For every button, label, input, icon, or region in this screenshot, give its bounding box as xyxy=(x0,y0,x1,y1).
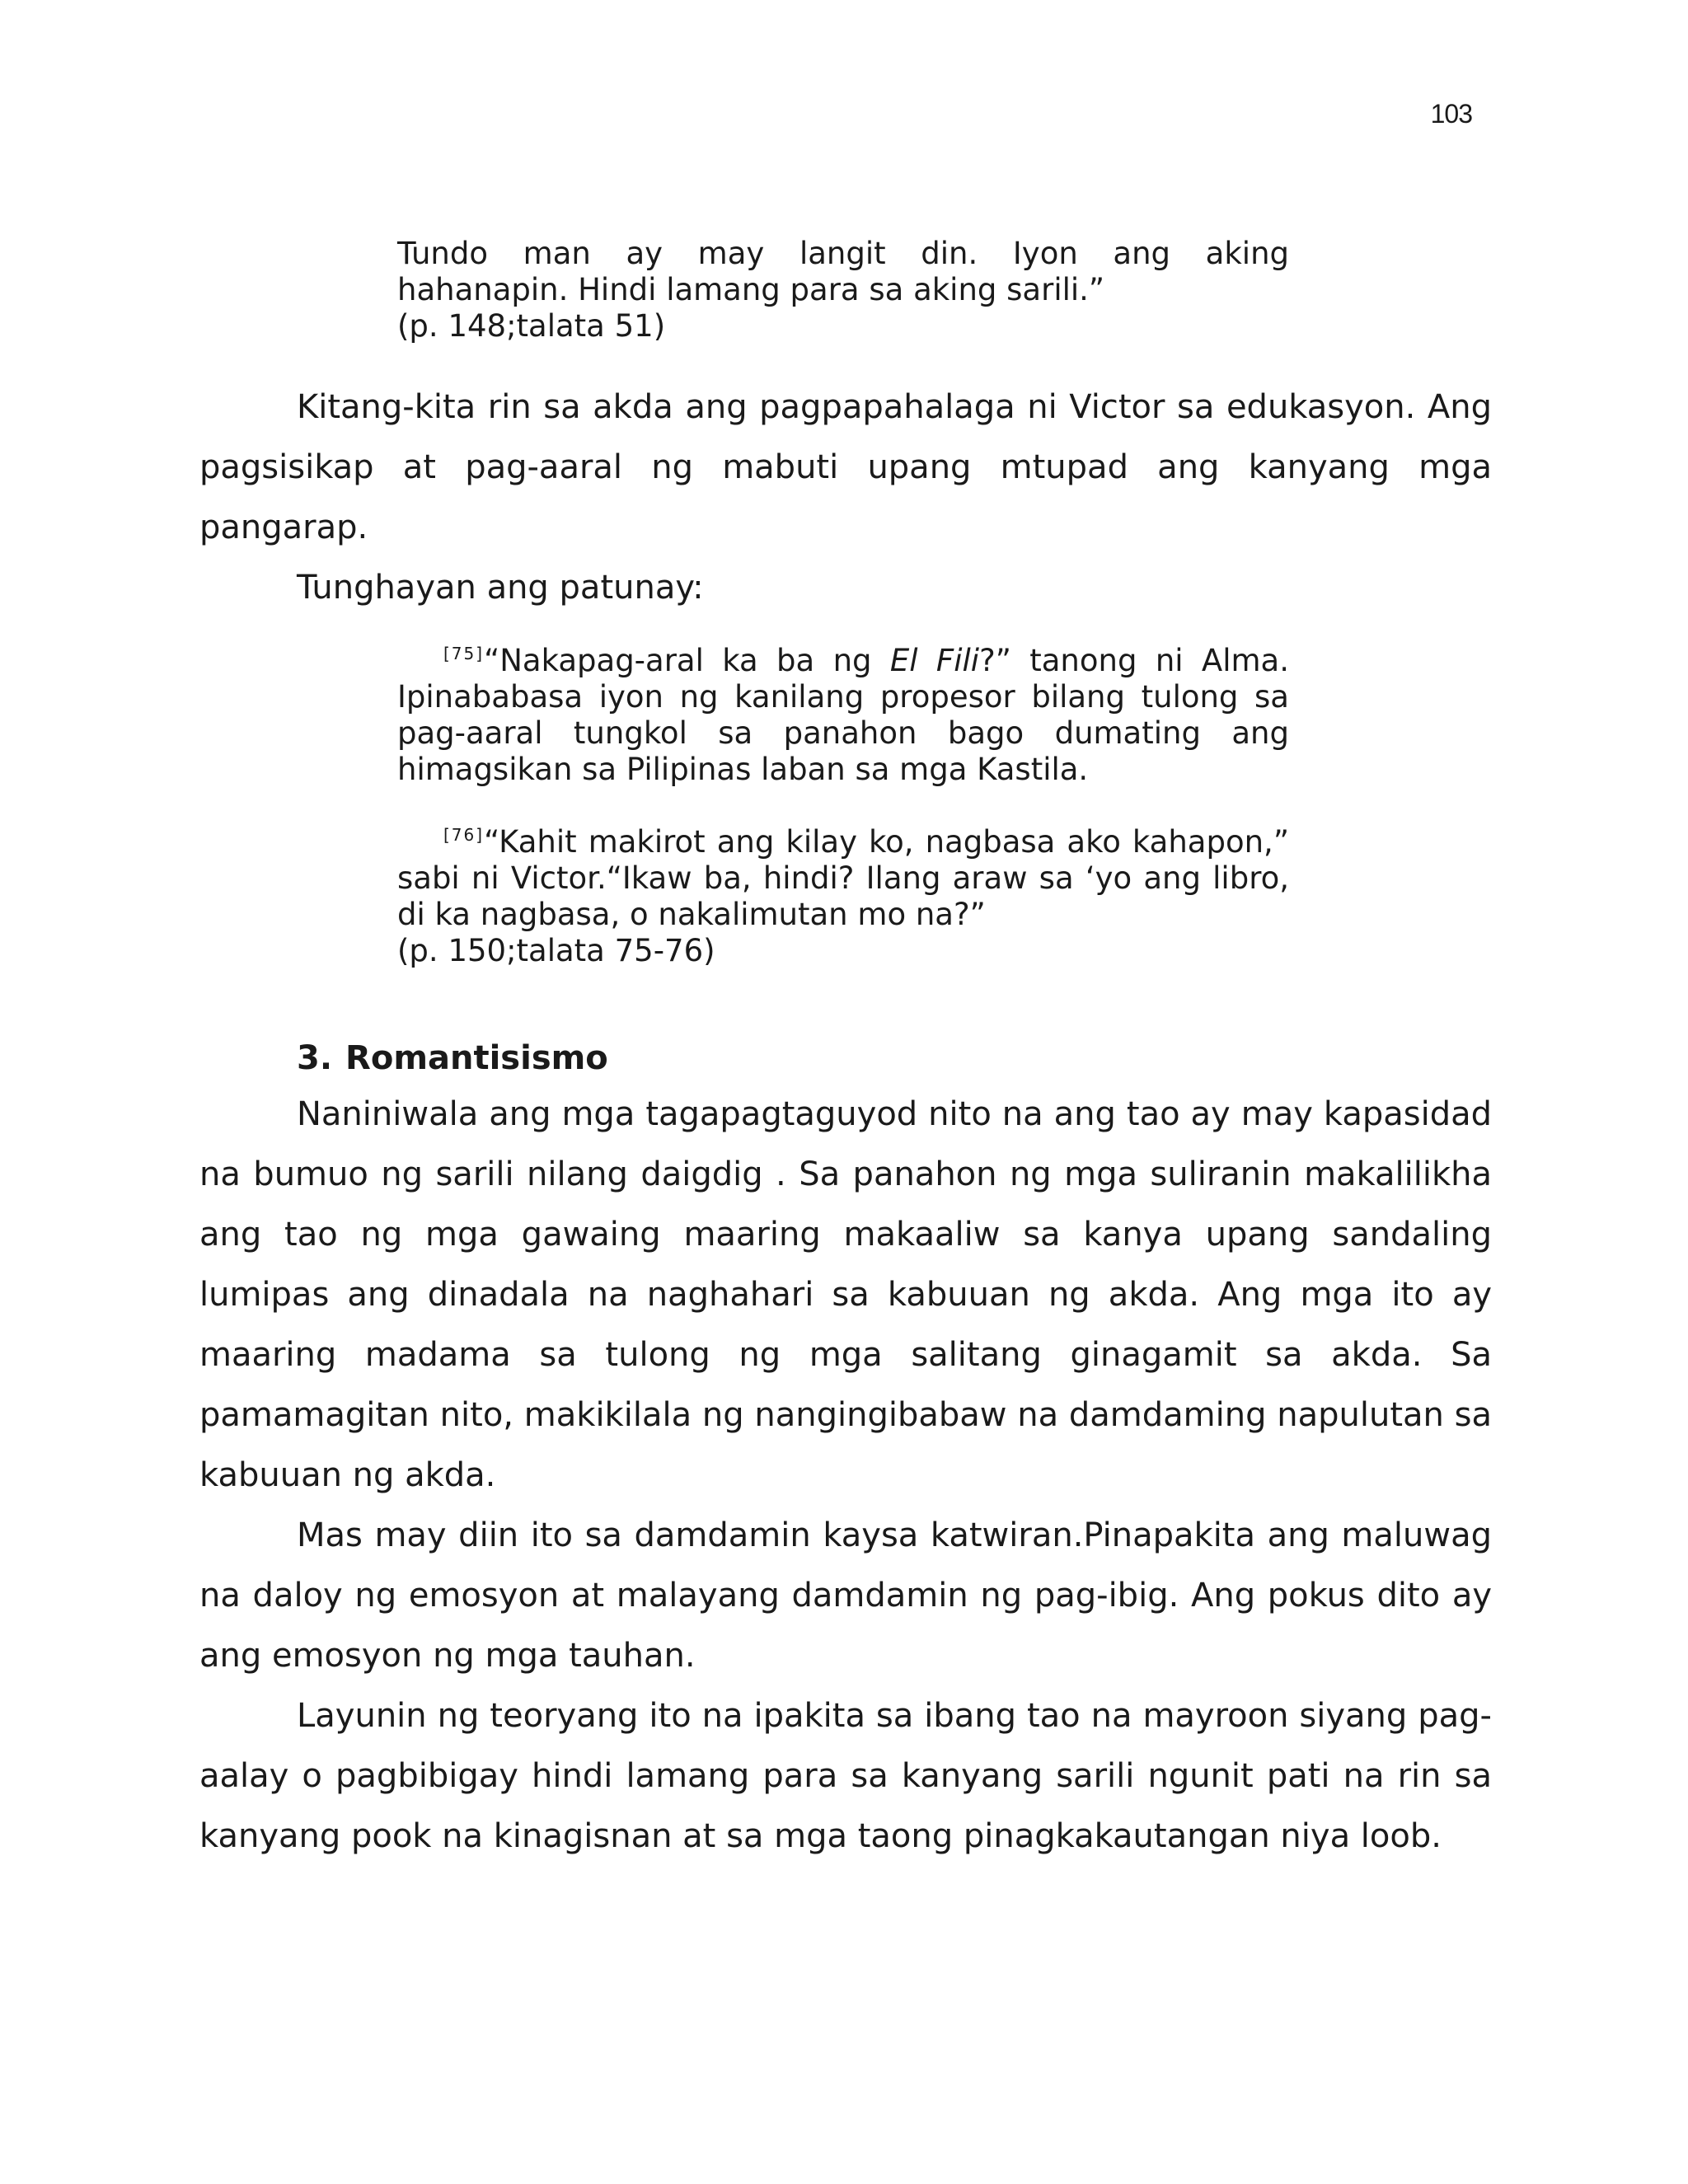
quote-paragraph-76 xyxy=(397,824,1289,933)
section-heading xyxy=(297,1033,608,1083)
paragraph-patunay: Tunghayan ang patunay: xyxy=(297,569,704,607)
paragraph-education: Kitang-kita rin sa akda ang pagpapahalaga ni Victor sa edukasyon. Ang pagsisikap at pag-aaral ng mabuti upang mtupad ang kanyang mga pangarap. xyxy=(199,388,1492,546)
quote-text: ?” tanong ni Alma. Ipinababasa iyon ng kanilang propesor bilang tulong sa pag-aaral tungkol sa panahon bago dumating ang himagsikan sa Pilipinas laban sa mga Kastila. xyxy=(397,643,1289,787)
quote-text: “Kahit makirot ang kilay ko, nagbasa ako kahapon,” sabi ni Victor.“Ikaw ba, hindi? Ilang araw sa ‘yo ang libro, di ka nagbasa, o nakalimutan mo na?” xyxy=(397,824,1289,932)
paragraph-romantisismo-1: Naniniwala ang mga tagapagtaguyod nito na ang tao ay may kapasidad na bumuo ng sarili nilang daigdig . Sa panahon ng mga suliranin makalilikha ang tao ng mga gawaing maaring makaaliw sa kanya upang sandaling lumipas ang dinadala na naghahari sa kabuuan ng akda. Ang mga ito ay maaring madama sa tulong ng mga salitang ginagamit sa akda. Sa pamamagitan nito, makikilala ng nangingibabaw na damdaming napulutan sa kabuuan ng akda. xyxy=(199,1095,1492,1494)
section-title: Romantisismo xyxy=(345,1039,608,1077)
paragraph-romantisismo-2: Mas may diin ito sa damdamin kaysa katwiran.Pinapakita ang maluwag na daloy ng emosyon at malayang damdamin ng pag-ibig. Ang pokus dito ay ang emosyon ng mga tauhan. xyxy=(199,1516,1492,1675)
quote-line: Tundo man ay may langit din. Iyon ang aking xyxy=(397,236,1289,271)
body-section-romantisismo xyxy=(199,1085,1492,1867)
quote-paragraph-75 xyxy=(397,643,1289,788)
body-section-1 xyxy=(199,377,1492,618)
quote-text: “Nakapag-aral ka ba ng xyxy=(484,643,890,678)
quote-citation: (p. 148;talata 51) xyxy=(397,308,666,344)
section-number: 3. xyxy=(297,1039,333,1077)
quote-line: hahanapin. Hindi lamang para sa aking sarili.” xyxy=(397,272,1105,307)
book-title: El Fili xyxy=(889,643,980,678)
paragraph-romantisismo-3: Layunin ng teoryang ito na ipakita sa ibang tao na mayroon siyang pag-aalay o pagbibigay hindi lamang para sa kanyang sarili ngunit pati na rin sa kanyang pook na kinagisnan at sa mga taong pinagkakautangan niya loob. xyxy=(199,1697,1492,1855)
footnote-marker-75: [75] xyxy=(443,644,485,663)
page-number: 103 xyxy=(1430,99,1472,129)
quote-citation: (p. 150;talata 75-76) xyxy=(397,933,715,968)
block-quote-75-76 xyxy=(397,643,1289,969)
block-quote-51 xyxy=(397,236,1289,344)
footnote-marker-76: [76] xyxy=(443,825,485,845)
